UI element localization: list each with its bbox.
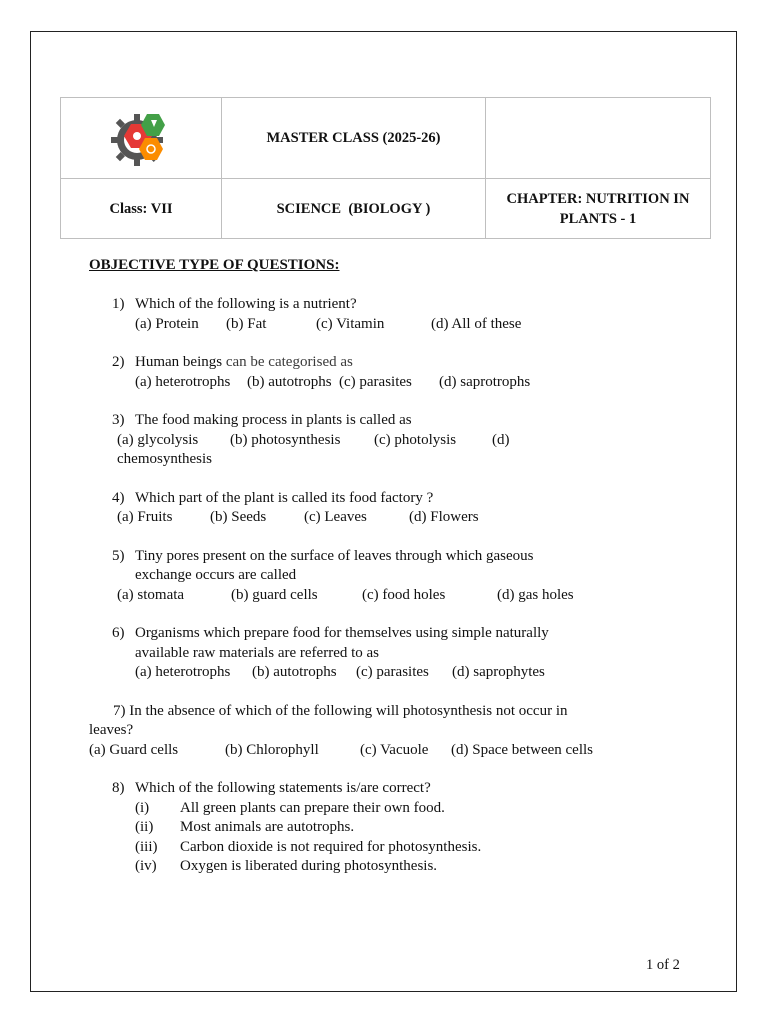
option-a: (a) Protein bbox=[135, 315, 199, 332]
question-text: The food making process in plants is called as bbox=[135, 412, 412, 428]
statement-numeral: (i) bbox=[135, 799, 150, 816]
option-d: (d) All of these bbox=[431, 315, 522, 332]
question-number: 4) bbox=[112, 489, 125, 506]
option-d: (d) saprotrophs bbox=[439, 373, 531, 390]
options bbox=[89, 663, 689, 683]
question-text: Organisms which prepare food for themselves using simple naturally bbox=[135, 625, 549, 641]
statement-item bbox=[89, 818, 689, 838]
question-text: In the absence of which of the following will photosynthesis not occur in bbox=[129, 702, 568, 719]
statement-item bbox=[89, 799, 689, 819]
question-8 bbox=[89, 779, 689, 877]
question-number: 6) bbox=[112, 625, 125, 641]
question-text: Human beings bbox=[135, 354, 223, 370]
chapter-line-2: PLANTS - 1 bbox=[559, 210, 637, 227]
option-d: (d) bbox=[492, 431, 510, 448]
option-d: (d) saprophytes bbox=[452, 664, 545, 680]
statement-item bbox=[89, 838, 689, 858]
statement-text: Carbon dioxide is not required for photosynthesis. bbox=[180, 838, 482, 855]
question-number: 3) bbox=[112, 412, 125, 428]
question-number: 1) bbox=[112, 296, 125, 312]
option-c: (c) food holes bbox=[362, 586, 446, 603]
option-c: (c) photolysis bbox=[374, 431, 457, 448]
question-7 bbox=[89, 702, 689, 761]
subject-label: SCIENCE (BIOLOGY ) bbox=[222, 179, 486, 239]
option-b: (b) photosynthesis bbox=[230, 431, 341, 448]
statement-text: All green plants can prepare their own food. bbox=[180, 799, 445, 816]
question-text: Which part of the plant is called its food factory ? bbox=[135, 489, 434, 506]
option-d-wrap: chemosynthesis bbox=[117, 451, 212, 467]
statement-text: Oxygen is liberated during photosynthesis. bbox=[180, 858, 438, 874]
option-d: (d) Flowers bbox=[409, 509, 479, 525]
question-number: 7) bbox=[113, 702, 126, 719]
option-c: (c) Leaves bbox=[304, 509, 367, 525]
option-b: (b) autotrophs bbox=[247, 373, 332, 390]
options bbox=[89, 586, 689, 606]
option-c: (c) parasites bbox=[356, 664, 429, 680]
statement-text: Most animals are autotrophs. bbox=[180, 819, 355, 835]
option-a: (a) glycolysis bbox=[117, 431, 199, 448]
statement-numeral: (iv) bbox=[135, 858, 157, 874]
question-text-cont: available raw materials are referred to as bbox=[135, 644, 380, 661]
question-list bbox=[89, 255, 689, 896]
option-d: (d) gas holes bbox=[497, 586, 574, 603]
option-b: (b) Chlorophyll bbox=[225, 741, 319, 758]
chapter-label bbox=[486, 179, 711, 239]
header-empty-cell bbox=[486, 98, 711, 179]
statement-numeral: (iii) bbox=[135, 838, 158, 855]
header-title: MASTER CLASS (2025-26) bbox=[222, 98, 486, 179]
question-number: 5) bbox=[112, 547, 125, 564]
option-b: (b) Seeds bbox=[210, 509, 267, 525]
option-a: (a) Guard cells bbox=[89, 741, 179, 758]
question-3 bbox=[89, 411, 689, 470]
question-text: Tiny pores present on the surface of leaves through which gaseous bbox=[135, 547, 534, 564]
question-text-cont: can be categorised as bbox=[222, 354, 353, 370]
options bbox=[89, 431, 689, 451]
option-b: (b) guard cells bbox=[231, 586, 318, 603]
option-b: (b) Fat bbox=[226, 315, 267, 332]
logo-cell bbox=[61, 98, 222, 179]
options bbox=[89, 508, 689, 528]
options bbox=[89, 373, 689, 393]
option-a: (a) heterotrophs bbox=[135, 664, 231, 680]
statement-numeral: (ii) bbox=[135, 819, 154, 835]
question-6 bbox=[89, 624, 689, 683]
section-title: OBJECTIVE TYPE OF QUESTIONS: bbox=[89, 257, 340, 273]
question-number: 2) bbox=[112, 354, 125, 370]
options bbox=[89, 741, 689, 761]
question-text-cont: leaves? bbox=[89, 722, 134, 738]
class-label: Class: VII bbox=[61, 179, 222, 239]
page-number: 1 of 2 bbox=[646, 957, 680, 973]
question-text: Which of the following statements is/are correct? bbox=[135, 780, 431, 796]
option-a: (a) heterotrophs bbox=[135, 373, 231, 390]
options bbox=[89, 315, 689, 335]
chapter-line-1: CHAPTER: NUTRITION IN bbox=[506, 190, 690, 207]
option-c: (c) Vitamin bbox=[316, 315, 385, 332]
question-text-cont: exchange occurs are called bbox=[135, 567, 297, 583]
option-c: (c) parasites bbox=[339, 373, 412, 390]
question-5 bbox=[89, 547, 689, 606]
question-4 bbox=[89, 489, 689, 528]
science-gear-logo-icon bbox=[101, 98, 181, 178]
option-b: (b) autotrophs bbox=[252, 664, 337, 680]
question-2 bbox=[89, 353, 689, 392]
option-a: (a) Fruits bbox=[117, 509, 173, 525]
question-number: 8) bbox=[112, 780, 125, 796]
option-a: (a) stomata bbox=[117, 586, 185, 603]
option-c: (c) Vacuole bbox=[360, 741, 429, 758]
option-d: (d) Space between cells bbox=[451, 741, 594, 758]
question-1 bbox=[89, 295, 689, 334]
header-table bbox=[60, 97, 711, 239]
statement-item bbox=[89, 857, 689, 877]
question-text: Which of the following is a nutrient? bbox=[135, 296, 357, 312]
